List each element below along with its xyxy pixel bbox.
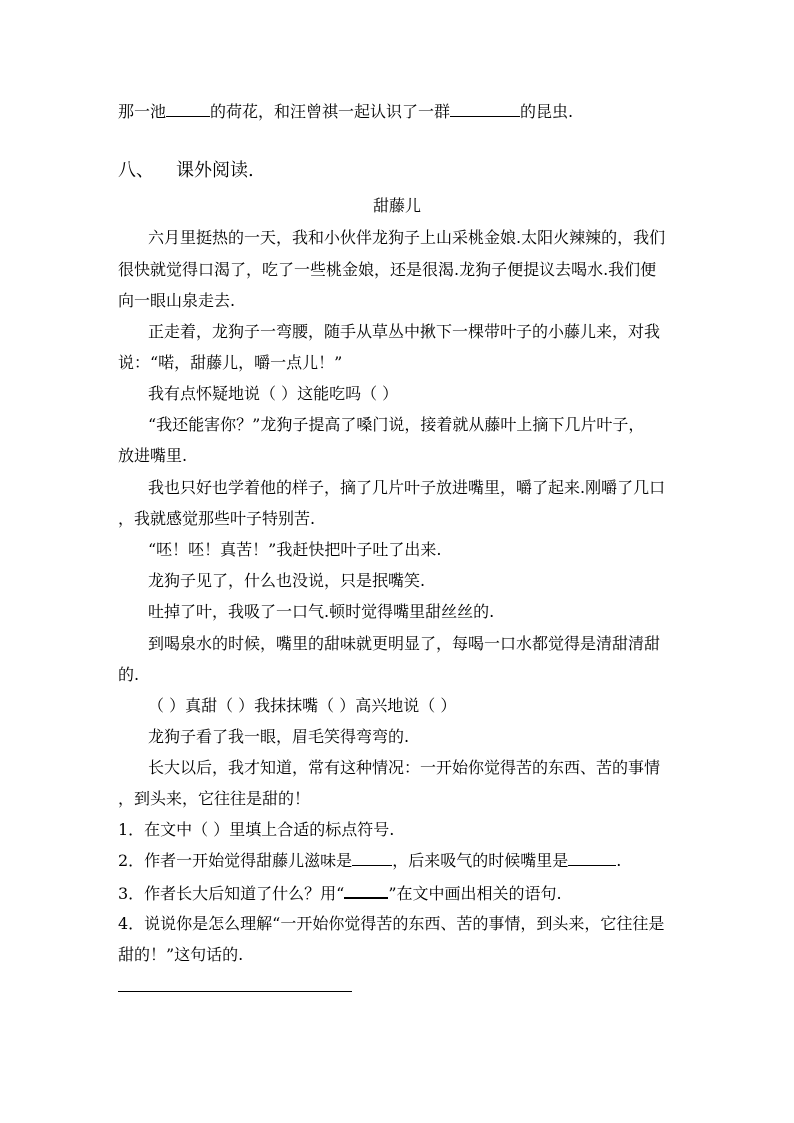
story-line: 我有点怀疑地说（ ）这能吃吗（ ）	[148, 384, 399, 403]
section-heading	[118, 160, 254, 182]
answer-blank-2[interactable]	[450, 102, 520, 117]
story-line: 龙狗子见了，什么也没说，只是抿嘴笑.	[148, 571, 426, 590]
story-line: 长大以后，我才知道，常有这种情况：一开始你觉得苦的东西、苦的事情	[148, 758, 661, 777]
question-1: 1．在文中（ ）里填上合适的标点符号.	[118, 820, 395, 839]
question-4-line-1: 4．说说你是怎么理解“一开始你觉得苦的东西、苦的事情，到头来，它往往是	[118, 914, 665, 933]
underline-marker	[344, 883, 388, 899]
story-line: “我还能害你？”龙狗子提高了嗓门说，接着就从藤叶上摘下几片叶子，	[148, 415, 645, 434]
story-line: （ ）真甜（ ）我抹抹嘴（ ）高兴地说（ ）	[148, 696, 457, 715]
story-line: 向一眼山泉走去.	[118, 291, 236, 310]
question-4-line-2: 甜的！”这句话的.	[118, 945, 244, 964]
story-line: 正走着，龙狗子一弯腰，随手从草丛中揪下一棵带叶子的小藤儿来，对我	[148, 322, 661, 341]
fill-in-text-1: 那一池	[118, 102, 167, 121]
section-title: 课外阅读.	[176, 160, 254, 181]
question-3-text-b: ”在文中画出相关的语句.	[388, 884, 562, 903]
question-2-text-a: 2．作者一开始觉得甜藤儿滋味是	[118, 851, 353, 870]
story-line: ，我就感觉那些叶子特别苦.	[118, 509, 316, 528]
fill-in-text-3: 的昆虫.	[520, 102, 574, 121]
story-line: 吐掉了叶，我吸了一口气.顿时觉得嘴里甜丝丝的.	[148, 602, 495, 621]
question-2-text-c: .	[616, 851, 622, 870]
story-line: 六月里挺热的一天，我和小伙伴龙狗子上山采桃金娘.太阳火辣辣的，我们	[148, 228, 666, 247]
story-line: 到喝泉水的时候，嘴里的甜味就更明显了，每喝一口水都觉得是清甜清甜	[148, 634, 661, 653]
story-line: 说：“喏，甜藤儿，嚼一点儿！”	[118, 353, 343, 372]
question-2	[118, 851, 621, 871]
question-2-text-b: ，后来吸气的时候嘴里是	[392, 851, 569, 870]
answer-line[interactable]	[118, 991, 352, 992]
story-line: 的.	[118, 665, 140, 684]
question-3	[118, 883, 562, 904]
story-line: “呸！呸！真苦！”我赶快把叶子吐了出来.	[148, 540, 442, 559]
question-3-text-a: 3．作者长大后知道了什么？用“	[118, 884, 345, 903]
story-line: ，到头来，它往往是甜的！	[118, 789, 311, 808]
story-line: 放进嘴里.	[118, 446, 188, 465]
answer-blank-q2-2[interactable]	[568, 851, 616, 866]
fill-in-line	[118, 102, 573, 122]
answer-blank-q2-1[interactable]	[352, 851, 392, 866]
fill-in-text-2: 的荷花，和汪曾祺一起认识了一群	[210, 102, 451, 121]
story-line: 龙狗子看了我一眼，眉毛笑得弯弯的.	[148, 727, 410, 746]
section-number: 八、	[118, 160, 154, 181]
story-line: 我也只好也学着他的样子，摘了几片叶子放进嘴里，嚼了起来.刚嚼了几口	[148, 478, 666, 497]
answer-blank-1[interactable]	[166, 102, 210, 117]
story-title: 甜藤儿	[372, 196, 421, 215]
story-line: 很快就觉得口渴了，吃了一些桃金娘，还是很渴.龙狗子便提议去喝水.我们便	[118, 260, 657, 279]
